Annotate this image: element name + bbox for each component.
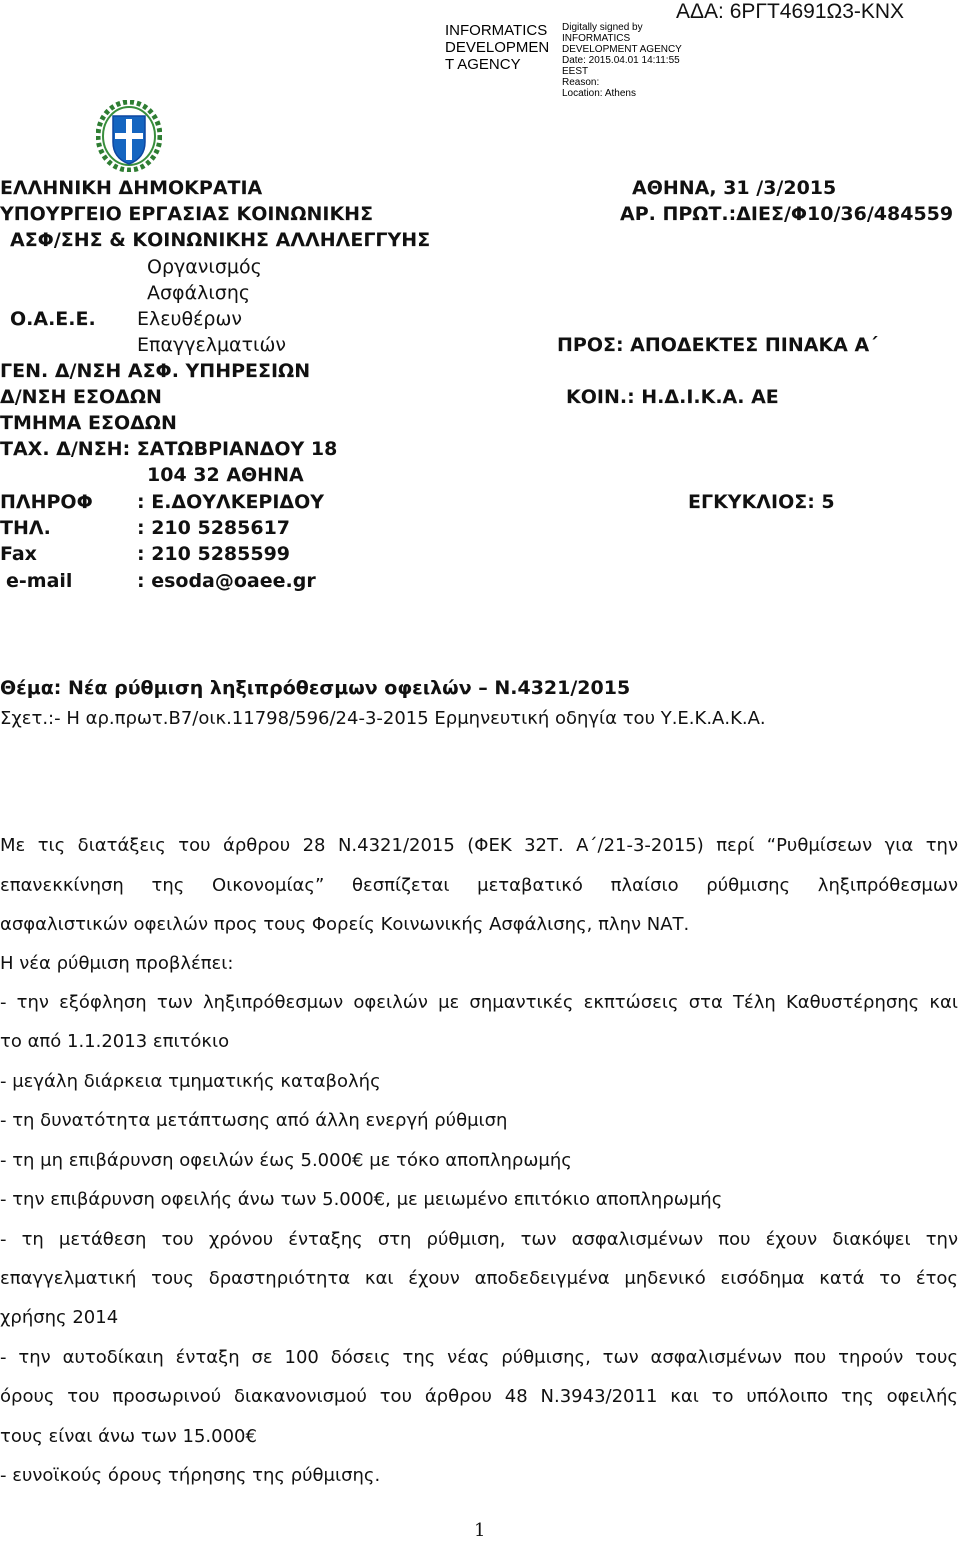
signer-line: T AGENCY — [445, 56, 521, 73]
postal-code: 104 32 ΑΘΗΝΑ — [147, 464, 304, 486]
body-line: - την επιβάρυνση οφειλής άνω των 5.000€, με μειωμένο επιτόκιο αποπληρωμής — [0, 1189, 723, 1210]
contact-value: : esoda@oaee.gr — [137, 570, 316, 592]
general-directorate: ΓΕΝ. Δ/ΝΣΗ ΑΣΦ. ΥΠΗΡΕΣΙΩΝ — [0, 360, 311, 382]
cc-recipients: ΚΟΙΝ.: Η.Δ.Ι.Κ.Α. ΑΕ — [566, 386, 779, 408]
protocol-number: ΑΡ. ΠΡΩΤ.:ΔΙΕΣ/Φ10/36/484559 — [620, 203, 954, 225]
header-ministry-cont: ΑΣΦ/ΣΗΣ & ΚΟΙΝΩΝΙΚΗΣ ΑΛΛΗΛΕΓΓΥΗΣ — [10, 229, 431, 251]
body-line: - την εξόφληση των ληξιπρόθεσμων οφειλών με σημαντικές εκπτώσεις στα Τέλη Καθυστέρησης και — [0, 992, 958, 1013]
org-name-line: Ασφάλισης — [147, 282, 251, 304]
signature-detail: Location: Athens — [562, 88, 636, 99]
contact-value: : 210 5285599 — [137, 543, 291, 565]
signer-line: INFORMATICS — [445, 22, 548, 39]
subject: Θέμα: Νέα ρύθμιση ληξιπρόθεσμων οφειλών – Ν.4321/2015 — [0, 677, 631, 699]
contact-label: ΤΗΛ. — [0, 517, 51, 539]
coat-of-arms-icon — [96, 100, 162, 172]
body-line: - ευνοϊκούς όρους τήρησης της ρύθμισης. — [0, 1465, 381, 1486]
body-line: τους είναι άνω των 15.000€ — [0, 1426, 257, 1447]
department: ΤΜΗΜΑ ΕΣΟΔΩΝ — [0, 412, 177, 434]
header-country: ΕΛΛΗΝΙΚΗ ΔΗΜΟΚΡΑΤΙΑ — [0, 177, 263, 199]
signature-detail: Reason: — [562, 77, 600, 88]
body-line: το από 1.1.2013 επιτόκιο — [0, 1031, 230, 1052]
body-line: Η νέα ρύθμιση προβλέπει: — [0, 953, 234, 974]
contact-label: ΠΛΗΡΟΦ — [0, 491, 93, 513]
body-line: επανεκκίνηση της Οικονομίας” θεσπίζεται μεταβατικό πλαίσιο ρύθμισης ληξιπρόθεσμων — [0, 875, 958, 896]
signature-detail: DEVELOPMENT AGENCY — [562, 44, 682, 55]
body-line: επαγγελματική τους δραστηριότητα και έχουν αποδεδειγμένα μηδενικό εισόδημα κατά το έτος — [0, 1268, 958, 1289]
page-number: 1 — [474, 1520, 486, 1541]
org-abbr: Ο.Α.Ε.Ε. — [10, 308, 96, 330]
reference: Σχετ.:- Η αρ.πρωτ.Β7/οικ.11798/596/24-3-2015 Ερμηνευτική οδηγία του Υ.Ε.Κ.Α.Κ.Α. — [0, 708, 766, 729]
org-name-line: Ελευθέρων — [137, 308, 242, 330]
org-name-line: Επαγγελματιών — [137, 334, 286, 356]
signer-line: DEVELOPMEN — [445, 39, 550, 56]
document-date: ΑΘΗΝΑ, 31 /3/2015 — [632, 177, 837, 199]
circular-number: ΕΓΚΥΚΛΙΟΣ: 5 — [688, 491, 835, 513]
contact-value: : Ε.ΔΟΥΛΚΕΡΙΔΟΥ — [137, 491, 325, 513]
contact-value: : 210 5285617 — [137, 517, 291, 539]
body-line: όρους του προσωρινού διακανονισμού του άρθρου 48 Ν.3943/2011 και το υπόλοιπο της οφειλής — [0, 1386, 958, 1407]
body-line: Με τις διατάξεις του άρθρου 28 Ν.4321/2015 (ΦΕΚ 32Τ. Α΄/21-3-2015) περί “Ρυθμίσεων για την — [0, 835, 958, 856]
signature-detail: INFORMATICS — [562, 33, 631, 44]
contact-label: Fax — [0, 543, 37, 565]
body-line: - τη μετάθεση του χρόνου ένταξης στη ρύθμιση, των ασφαλισμένων που έχουν διακόψει την — [0, 1229, 958, 1250]
org-name-line: Οργανισμός — [147, 256, 262, 278]
directorate: Δ/ΝΣΗ ΕΣΟΔΩΝ — [0, 386, 162, 408]
body-line: - τη μη επιβάρυνση οφειλών έως 5.000€ με τόκο αποπληρωμής — [0, 1150, 572, 1171]
body-line: - μεγάλη διάρκεια τμηματικής καταβολής — [0, 1071, 381, 1092]
signature-detail: Digitally signed by — [562, 22, 643, 33]
signature-detail: EEST — [562, 66, 589, 77]
header-ministry: ΥΠΟΥΡΓΕΙΟ ΕΡΓΑΣΙΑΣ ΚΟΙΝΩΝΙΚΗΣ — [0, 203, 374, 225]
body-line: ασφαλιστικών οφειλών προς τους Φορείς Κοινωνικής Ασφάλισης, πλην ΝΑΤ. — [0, 914, 690, 935]
signature-detail: Date: 2015.04.01 14:11:55 — [562, 55, 680, 66]
body-line: - την αυτοδίκαιη ένταξη σε 100 δόσεις της νέας ρύθμισης, των ασφαλισμένων που τηρούν τους — [0, 1347, 958, 1368]
contact-label: e-mail — [6, 570, 73, 592]
body-line: χρήσης 2014 — [0, 1307, 119, 1328]
recipients: ΠΡΟΣ: ΑΠΟΔΕΚΤΕΣ ΠΙΝΑΚΑ Α΄ — [557, 334, 878, 356]
body-line: - τη δυνατότητα μετάπτωσης από άλλη ενεργή ρύθμιση — [0, 1110, 508, 1131]
ada-code: ΑΔΑ: 6ΡΓΤ4691Ω3-ΚΝΧ — [676, 0, 905, 23]
postal-address: ΤΑΧ. Δ/ΝΣΗ: ΣΑΤΩΒΡΙΑΝΔΟΥ 18 — [0, 438, 338, 460]
